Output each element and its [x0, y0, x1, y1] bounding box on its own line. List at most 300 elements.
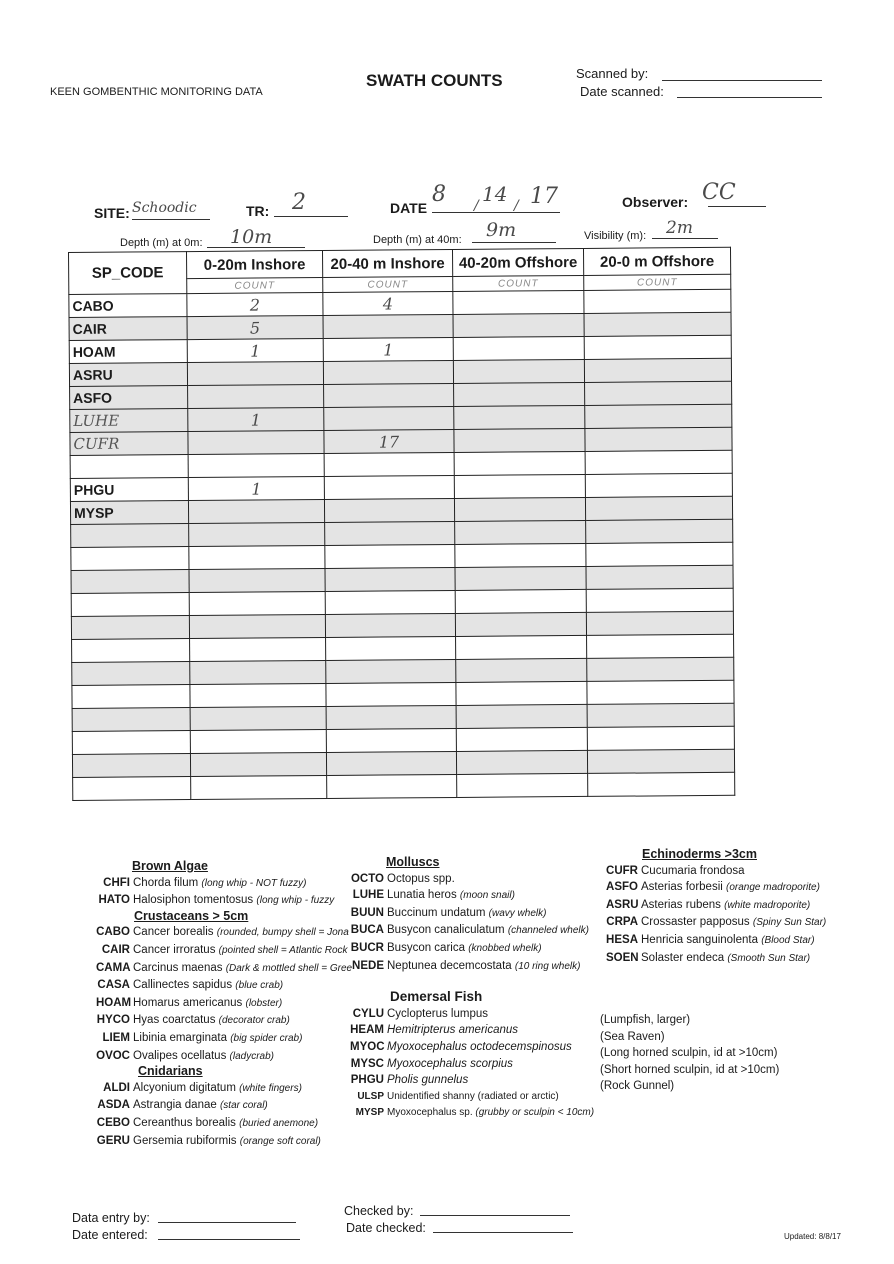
- species-code: CRPA: [606, 916, 638, 929]
- species-code: ASDA: [97, 1099, 130, 1112]
- site-label: SITE:: [94, 205, 130, 221]
- count-cell-col-0[interactable]: [190, 660, 326, 684]
- count-cell-col-0[interactable]: [190, 752, 326, 776]
- legend-item-cufr: [606, 863, 846, 880]
- species-note: (orange soft coral): [239, 1135, 321, 1147]
- species-note: (orange madroporite): [726, 882, 820, 894]
- species-name: Homarus americanus: [133, 996, 243, 1009]
- depth-40m-line[interactable]: [472, 242, 556, 243]
- count-cell-col-1[interactable]: [324, 383, 454, 407]
- count-cell-col-3[interactable]: [586, 611, 733, 635]
- count-cell-col-2[interactable]: [455, 520, 586, 544]
- sp-code-cell[interactable]: [72, 708, 190, 732]
- demersal-fish-title: Demersal Fish: [390, 989, 483, 1005]
- species-name: Gersemia rubiformis: [133, 1134, 237, 1147]
- fish-note-mysc: (Short horned sculpin, id at >10cm): [600, 1063, 780, 1076]
- date-checked-label: Date checked:: [346, 1221, 426, 1235]
- count-subheader-3: COUNT: [584, 274, 731, 290]
- updated-date: Updated: 8/8/17: [784, 1232, 841, 1241]
- count-cell-col-3[interactable]: [585, 427, 732, 451]
- data-entry-label: Data entry by:: [72, 1211, 150, 1225]
- swath-count-table: [68, 247, 735, 801]
- species-name: Cereanthus borealis: [133, 1116, 236, 1129]
- col-header-3: 20-0 m Offshore: [583, 247, 730, 275]
- species-note: (Spiny Sun Star): [752, 917, 827, 929]
- legend-item-casa: [96, 977, 346, 995]
- sp-code-cell[interactable]: LUHE: [70, 409, 188, 433]
- sp-code-cell[interactable]: HOAM: [69, 340, 187, 364]
- date-scanned-label: Date scanned:: [580, 84, 664, 99]
- sp-code-cell[interactable]: [70, 455, 188, 479]
- count-cell-col-1[interactable]: [324, 452, 454, 476]
- site-value: Schoodic: [132, 200, 197, 216]
- species-note: (buried anemone): [239, 1117, 319, 1129]
- legend-item-heam: [350, 1022, 600, 1039]
- sp-code-cell[interactable]: [72, 639, 190, 663]
- count-cell-col-3[interactable]: [586, 588, 733, 612]
- count-cell-col-3[interactable]: [586, 565, 733, 589]
- species-code: HESA: [606, 933, 638, 946]
- species-code: ULSP: [357, 1090, 384, 1102]
- count-cell-col-0[interactable]: [190, 706, 326, 730]
- species-name: Libinia emarginata: [133, 1031, 227, 1044]
- observer-label: Observer:: [622, 194, 689, 210]
- species-code: HOAM: [96, 996, 132, 1009]
- count-cell-col-2[interactable]: [454, 474, 585, 498]
- count-cell-col-3[interactable]: [584, 312, 731, 336]
- species-note: (knobbed whelk): [468, 942, 542, 954]
- count-cell-col-1[interactable]: [325, 567, 455, 591]
- site-line[interactable]: [132, 219, 210, 220]
- count-cell-col-3[interactable]: [585, 381, 732, 405]
- checked-by-label: Checked by:: [344, 1204, 414, 1218]
- count-cell-col-0[interactable]: [191, 775, 327, 799]
- echinoderms-list: [606, 863, 846, 968]
- count-cell-col-0[interactable]: 2: [187, 292, 323, 316]
- depth-0m-line[interactable]: [207, 247, 305, 248]
- observer-value: CC: [702, 180, 736, 205]
- species-code: MYSP: [355, 1107, 384, 1119]
- species-code: HEAM: [350, 1024, 384, 1037]
- species-name: Hyas coarctatus: [133, 1014, 216, 1027]
- species-name: Halosiphon tomentosus: [133, 894, 254, 907]
- count-cell-col-0[interactable]: [188, 384, 324, 408]
- count-cell-col-1[interactable]: [323, 314, 453, 338]
- species-code: OVOC: [96, 1049, 130, 1062]
- species-name: Cyclopterus lumpus: [387, 1007, 488, 1020]
- species-note: (white fingers): [239, 1082, 302, 1094]
- species-note: (long whip - fuzzy: [256, 895, 335, 907]
- count-subheader-1: COUNT: [323, 276, 453, 292]
- count-cell-col-3[interactable]: [587, 726, 734, 750]
- species-name: Busycon canaliculatum: [387, 924, 505, 937]
- species-code: PHGU: [350, 1074, 384, 1087]
- legend-item-mysp: [350, 1105, 600, 1122]
- legend-item-hesa: [606, 932, 846, 950]
- date-month: 8: [432, 182, 446, 207]
- species-code: BUCR: [350, 941, 384, 954]
- sp-code-cell[interactable]: [71, 616, 189, 640]
- count-cell-col-1[interactable]: [324, 475, 454, 499]
- legend-item-aldi: [96, 1080, 346, 1098]
- species-name: Myoxocephalus octodecemspinosus: [387, 1040, 572, 1053]
- legend-item-asru: [606, 897, 846, 915]
- echinoderms-title: Echinoderms >3cm: [642, 847, 757, 861]
- count-cell-col-1[interactable]: 1: [323, 337, 453, 361]
- fish-note-heam: (Sea Raven): [600, 1030, 665, 1043]
- sp-code-cell[interactable]: ASFO: [70, 386, 188, 410]
- count-cell-col-2[interactable]: [454, 451, 585, 475]
- data-entry-line[interactable]: [158, 1222, 296, 1223]
- brown-algae-title: Brown Algae: [132, 859, 208, 873]
- count-cell-col-2[interactable]: [457, 773, 588, 797]
- legend-item-luhe: [350, 887, 600, 905]
- legend-item-nede: [350, 958, 600, 976]
- date-year: 17: [530, 184, 558, 209]
- date-sep-2: /: [514, 198, 519, 214]
- species-note: (rounded, bumpy shell = Jona: [216, 927, 349, 939]
- count-cell-col-3[interactable]: [588, 772, 735, 796]
- species-code: LIEM: [102, 1031, 130, 1044]
- legend-item-buun: [350, 905, 600, 923]
- sp-code-cell[interactable]: [72, 685, 190, 709]
- count-subheader-0: COUNT: [187, 278, 323, 294]
- legend-item-geru: [96, 1133, 346, 1151]
- species-name: Astrangia danae: [133, 1099, 217, 1112]
- demersal-fish-list: [350, 1006, 600, 1122]
- count-cell-col-3[interactable]: [584, 289, 731, 313]
- checked-by-line[interactable]: [420, 1215, 570, 1216]
- tr-line[interactable]: [274, 216, 348, 217]
- count-cell-col-2[interactable]: [456, 727, 587, 751]
- sp-code-cell[interactable]: [72, 754, 190, 778]
- species-code: MYOC: [350, 1040, 385, 1053]
- species-code: HYCO: [96, 1014, 130, 1027]
- sp-code-header: SP_CODE: [69, 252, 187, 295]
- count-cell-col-2[interactable]: [456, 635, 587, 659]
- species-note: (decorator crab): [218, 1015, 290, 1027]
- count-cell-col-0[interactable]: [189, 568, 325, 592]
- sp-code-cell[interactable]: [72, 662, 190, 686]
- species-note: (wavy whelk): [488, 907, 547, 919]
- species-note: (big spider crab): [230, 1032, 303, 1044]
- sp-code-cell[interactable]: [71, 570, 189, 594]
- count-cell-col-2[interactable]: [454, 382, 585, 406]
- species-code: CASA: [97, 979, 130, 992]
- count-cell-col-0[interactable]: [189, 614, 325, 638]
- count-cell-col-0[interactable]: [188, 430, 324, 454]
- species-code: GERU: [96, 1134, 130, 1147]
- species-code: BUUN: [350, 906, 384, 919]
- count-subheader-2: COUNT: [453, 275, 584, 291]
- species-name: Hemitripterus americanus: [387, 1024, 519, 1037]
- species-name: Carcinus maenas: [133, 961, 223, 974]
- count-cell-col-3[interactable]: [584, 335, 731, 359]
- table-body: [69, 289, 735, 800]
- cnidarians-title: Cnidarians: [138, 1064, 203, 1079]
- species-name: Callinectes sapidus: [133, 979, 233, 992]
- sp-code-cell[interactable]: CAIR: [69, 317, 187, 341]
- count-cell-col-2[interactable]: [456, 658, 587, 682]
- fish-note-cylu: (Lumpfish, larger): [600, 1014, 691, 1026]
- sp-code-cell[interactable]: [71, 524, 189, 548]
- count-cell-col-1[interactable]: [326, 751, 456, 775]
- species-name: Unidentified shanny (radiated or arctic): [387, 1090, 559, 1102]
- count-cell-col-0[interactable]: 1: [188, 476, 324, 500]
- count-cell-col-3[interactable]: [585, 496, 732, 520]
- species-code: HATO: [98, 894, 130, 907]
- count-cell-col-0[interactable]: 1: [187, 338, 323, 362]
- count-cell-col-1[interactable]: [325, 590, 455, 614]
- species-name: Henricia sanguinolenta: [641, 933, 758, 946]
- species-note: (lobster): [245, 997, 283, 1009]
- date-entered-line[interactable]: [158, 1239, 300, 1240]
- count-cell-col-1[interactable]: [325, 544, 455, 568]
- count-cell-col-1[interactable]: [324, 406, 454, 430]
- legend-item-chfi: [96, 875, 346, 893]
- count-cell-col-0[interactable]: [190, 683, 326, 707]
- visibility-value: 2m: [666, 218, 693, 238]
- sp-code-cell[interactable]: [73, 777, 191, 801]
- tr-value: 2: [292, 190, 306, 215]
- count-cell-col-2[interactable]: [454, 405, 585, 429]
- count-cell-col-2[interactable]: [456, 704, 587, 728]
- count-cell-col-2[interactable]: [453, 313, 584, 337]
- species-note: (star coral): [219, 1100, 268, 1112]
- count-cell-col-2[interactable]: [453, 336, 584, 360]
- count-cell-col-2[interactable]: [454, 497, 585, 521]
- species-note: (moon snail): [459, 890, 515, 902]
- species-note: (white madroporite): [724, 899, 811, 911]
- count-cell-col-2[interactable]: [453, 290, 584, 314]
- count-cell-col-3[interactable]: [586, 519, 733, 543]
- species-name: Chorda filum: [133, 876, 199, 889]
- count-cell-col-1[interactable]: [326, 659, 456, 683]
- legend-item-ulsp: [350, 1089, 600, 1106]
- count-cell-col-1[interactable]: [325, 521, 455, 545]
- species-name: Lunatia heros: [387, 889, 457, 902]
- legend-item-octo: [350, 871, 600, 888]
- count-cell-col-0[interactable]: [190, 637, 326, 661]
- species-name: Busycon carica: [387, 941, 465, 954]
- fish-note-myoc: (Long horned sculpin, id at >10cm): [600, 1047, 778, 1060]
- species-name: Asterias forbesii: [641, 881, 723, 894]
- species-code: MYSC: [350, 1057, 384, 1070]
- count-cell-col-2[interactable]: [453, 359, 584, 383]
- count-cell-col-1[interactable]: [326, 705, 456, 729]
- count-cell-col-1[interactable]: [327, 774, 457, 798]
- species-note: (blue crab): [235, 980, 284, 992]
- scanned-by-line[interactable]: [662, 80, 822, 81]
- count-cell-col-0[interactable]: [190, 729, 326, 753]
- species-name: Solaster endeca: [641, 951, 725, 964]
- legend-item-hyco: [96, 1012, 346, 1030]
- scanned-by-label: Scanned by:: [576, 66, 649, 81]
- count-cell-col-2[interactable]: [455, 543, 586, 567]
- count-cell-col-0[interactable]: 1: [188, 407, 324, 431]
- legend-item-cebo: [96, 1115, 346, 1133]
- species-note: (10 ring whelk): [514, 960, 581, 972]
- species-name: Octopus spp.: [387, 872, 455, 885]
- count-cell-col-0[interactable]: [188, 499, 324, 523]
- molluscs-list: [350, 871, 600, 976]
- legend-item-hoam: [96, 995, 346, 1013]
- sp-code-cell[interactable]: CABO: [69, 294, 187, 318]
- species-code: CUFR: [606, 864, 638, 877]
- sp-code-cell[interactable]: CUFR: [70, 432, 188, 456]
- legend-item-bucr: [350, 940, 600, 958]
- species-name: Crossaster papposus: [641, 916, 750, 929]
- species-note: (channeled whelk): [507, 925, 589, 937]
- count-cell-col-0[interactable]: [188, 453, 324, 477]
- depth-40m-value: 9m: [486, 219, 517, 241]
- count-cell-col-2[interactable]: [455, 612, 586, 636]
- species-note: (Blood Star): [761, 934, 815, 946]
- species-code: ALDI: [103, 1081, 130, 1094]
- sp-code-cell[interactable]: ASRU: [69, 363, 187, 387]
- count-cell-col-2[interactable]: [455, 566, 586, 590]
- cnidarians-list: [96, 1080, 346, 1150]
- observer-line[interactable]: [708, 206, 766, 207]
- date-line[interactable]: [432, 212, 560, 213]
- count-cell-col-3[interactable]: [586, 542, 733, 566]
- count-cell-col-3[interactable]: [587, 680, 734, 704]
- legend-item-buca: [350, 922, 600, 940]
- org-title: KEEN GOMBENTHIC MONITORING DATA: [50, 86, 263, 98]
- brown-algae-list: [96, 875, 346, 910]
- species-code: SOEN: [606, 951, 639, 964]
- legend-item-asda: [96, 1097, 346, 1115]
- legend-item-soen: [606, 950, 846, 968]
- sp-code-cell[interactable]: [71, 547, 189, 571]
- species-code: CAMA: [96, 961, 131, 974]
- species-name: Pholis gunnelus: [387, 1074, 469, 1087]
- species-name: Myoxocephalus sp.: [387, 1107, 473, 1119]
- species-name: Cancer irroratus: [133, 943, 216, 956]
- depth-0m-value: 10m: [230, 226, 273, 248]
- sp-code-cell[interactable]: [72, 731, 190, 755]
- count-cell-col-0[interactable]: [189, 591, 325, 615]
- legend-item-cabo: [96, 924, 349, 942]
- count-cell-col-1[interactable]: [325, 613, 455, 637]
- table-row: [73, 772, 735, 800]
- legend-item-cama: [96, 960, 353, 978]
- count-cell-col-2[interactable]: [456, 750, 587, 774]
- species-code: BUCA: [350, 924, 384, 937]
- date-sep-1: /: [474, 198, 479, 214]
- date-day: 14: [482, 182, 508, 206]
- count-cell-col-0[interactable]: [189, 545, 325, 569]
- count-cell-col-1[interactable]: 17: [324, 429, 454, 453]
- count-cell-col-3[interactable]: [584, 358, 731, 382]
- species-code: CYLU: [352, 1007, 384, 1020]
- count-cell-col-2[interactable]: [455, 589, 586, 613]
- count-cell-col-2[interactable]: [454, 428, 585, 452]
- visibility-label: Visibility (m):: [584, 230, 647, 242]
- count-cell-col-0[interactable]: [187, 361, 323, 385]
- species-code: ASFO: [606, 881, 638, 894]
- legend-item-phgu: [350, 1072, 600, 1089]
- sp-code-cell[interactable]: MYSP: [70, 501, 188, 525]
- species-note: (long whip - NOT fuzzy): [201, 877, 307, 889]
- species-note: (Dark & mottled shell = Gree: [225, 962, 353, 974]
- species-code: OCTO: [350, 872, 384, 885]
- species-code: ASRU: [606, 898, 639, 911]
- demersal-fish-notes: [600, 1012, 820, 1095]
- legend-col-left: [96, 858, 353, 1150]
- count-cell-col-3[interactable]: [585, 450, 732, 474]
- legend-item-cylu: [350, 1006, 600, 1023]
- count-cell-col-1[interactable]: [326, 682, 456, 706]
- col-header-2: 40-20m Offshore: [452, 248, 583, 276]
- count-cell-col-1[interactable]: [323, 360, 453, 384]
- count-cell-col-0[interactable]: [189, 522, 325, 546]
- count-cell-col-3[interactable]: [587, 657, 734, 681]
- species-code: CABO: [96, 926, 130, 939]
- count-cell-col-1[interactable]: [324, 498, 454, 522]
- species-note: (ladycrab): [229, 1050, 274, 1062]
- crustaceans-title: Crustaceans > 5cm: [134, 908, 249, 923]
- date-checked-line[interactable]: [433, 1232, 573, 1233]
- legend-item-crpa: [606, 914, 846, 932]
- page-title: SWATH COUNTS: [366, 71, 503, 90]
- molluscs-title: Molluscs: [386, 855, 440, 869]
- legend-item-myoc: [350, 1039, 600, 1056]
- species-note: (grubby or sculpin < 10cm): [475, 1107, 595, 1119]
- species-name: Cucumaria frondosa: [641, 864, 745, 877]
- species-name: Asterias rubens: [641, 898, 721, 911]
- count-cell-col-2[interactable]: [456, 681, 587, 705]
- sp-code-cell[interactable]: PHGU: [70, 478, 188, 502]
- species-code: CEBO: [96, 1116, 130, 1129]
- species-name: Cancer borealis: [133, 926, 214, 939]
- sp-code-cell[interactable]: [71, 593, 189, 617]
- species-name: Myoxocephalus scorpius: [387, 1057, 513, 1070]
- date-entered-label: Date entered:: [72, 1228, 148, 1242]
- species-name: Alcyonium digitatum: [133, 1081, 236, 1094]
- species-name: Buccinum undatum: [387, 906, 486, 919]
- count-cell-col-0[interactable]: 5: [187, 315, 323, 339]
- species-code: NEDE: [352, 959, 384, 972]
- count-cell-col-3[interactable]: [585, 404, 732, 428]
- count-cell-col-3[interactable]: [587, 749, 734, 773]
- legend-item-mysc: [350, 1056, 600, 1073]
- col-header-1: 20-40 m Inshore: [322, 249, 452, 277]
- date-label: DATE: [390, 200, 428, 216]
- visibility-line[interactable]: [652, 238, 718, 239]
- depth-40m-label: Depth (m) at 40m:: [373, 234, 462, 246]
- date-scanned-line[interactable]: [677, 97, 822, 98]
- species-name: Ovalipes ocellatus: [133, 1049, 227, 1062]
- species-code: CHFI: [103, 876, 130, 889]
- count-cell-col-3[interactable]: [587, 703, 734, 727]
- count-cell-col-3[interactable]: [587, 634, 734, 658]
- fish-note-phgu: (Rock Gunnel): [600, 1080, 675, 1093]
- count-cell-col-1[interactable]: 4: [323, 291, 453, 315]
- species-name: Neptunea decemcostata: [387, 959, 512, 972]
- tr-label: TR:: [246, 203, 270, 219]
- species-note: (Smooth Sun Star): [727, 952, 811, 964]
- legend-col-middle: [350, 854, 600, 1122]
- legend-col-right: [606, 846, 846, 967]
- legend-item-liem: [96, 1030, 346, 1048]
- species-code: LUHE: [352, 889, 384, 902]
- count-cell-col-1[interactable]: [326, 728, 456, 752]
- count-cell-col-1[interactable]: [326, 636, 456, 660]
- col-header-0: 0-20m Inshore: [187, 251, 323, 279]
- count-cell-col-3[interactable]: [585, 473, 732, 497]
- crustaceans-list: [96, 924, 353, 1065]
